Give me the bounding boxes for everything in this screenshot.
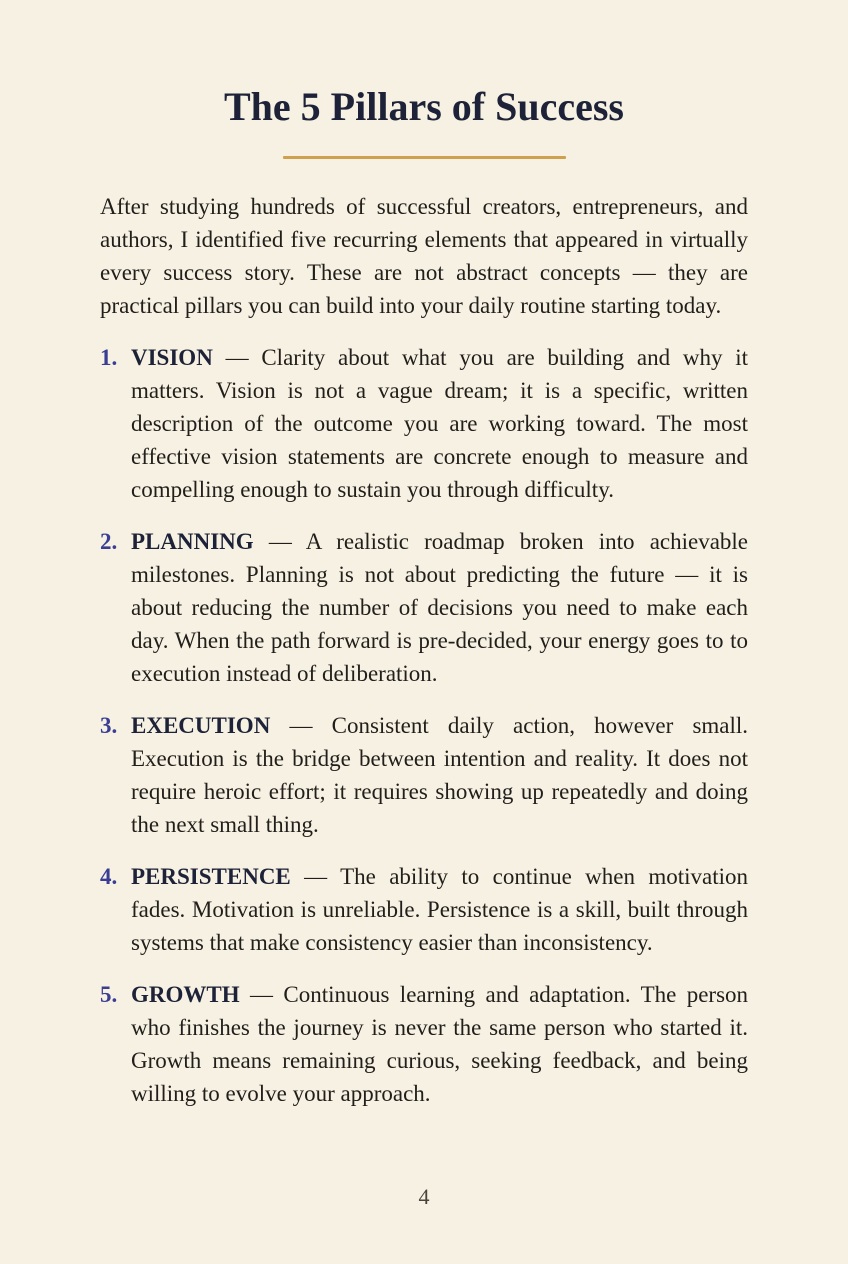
pillar-description: Consistent daily action, however small. Execution is the bridge between intention and reality. It does not require heroic effort; it requires showing up repeatedly and doing the next small thing. <box>131 713 749 837</box>
pillar-term: EXECUTION <box>131 713 271 738</box>
page-number: 4 <box>418 1184 430 1209</box>
em-dash-separator: — <box>268 529 292 554</box>
em-dash-separator: — <box>250 982 273 1007</box>
em-dash-separator: — <box>304 864 328 889</box>
pillar-term: PLANNING <box>131 529 254 554</box>
pillar-item-growth <box>100 978 748 1110</box>
pillar-item-vision <box>100 341 748 506</box>
em-dash-separator: — <box>289 713 313 738</box>
pillar-text <box>131 525 748 690</box>
pillar-text <box>131 978 748 1110</box>
pillar-term: PERSISTENCE <box>131 864 291 889</box>
pillar-text <box>131 341 748 506</box>
intro-paragraph: After studying hundreds of successful creators, entrepreneurs, and authors, I identified five recurring elements that appeared in virtually every success story. These are not abstract concepts — they are practical pillars you can build into your daily routine starting today. <box>100 194 748 318</box>
pillar-number: 2. <box>100 529 118 554</box>
pillar-number: 1. <box>100 345 118 370</box>
pillar-number: 5. <box>100 982 118 1007</box>
pillar-description: Clarity about what you are building and why it matters. Vision is not a vague dream; it is a specific, written description of the outcome you are working toward. The most effective vision statements are concrete enough to measure and compelling enough to sustain you through difficulty. <box>131 345 748 502</box>
pillar-text <box>131 709 748 841</box>
pillar-text <box>131 860 748 959</box>
pillars-list <box>100 341 748 1110</box>
pillar-item-execution <box>100 709 748 841</box>
pillar-item-planning <box>100 525 748 690</box>
pillar-number: 4. <box>100 864 118 889</box>
pillar-term: VISION <box>131 345 213 370</box>
pillar-description: A realistic roadmap broken into achievable milestones. Planning is not about predicting the future — it is about reducing the number of decisions you need to make each day. When the path forward is pre-decided, your energy goes to to execution instead of deliberation. <box>131 529 749 686</box>
title-divider <box>283 156 566 159</box>
pillar-description: The ability to continue when motivation fades. Motivation is unreliable. Persistence is a skill, built through systems that make consistency easier than inconsistency. <box>131 864 749 955</box>
page-title: The 5 Pillars of Success <box>224 84 624 129</box>
pillar-item-persistence <box>100 860 748 959</box>
pillar-number: 3. <box>100 713 118 738</box>
pillar-description: Continuous learning and adaptation. The person who finishes the journey is never the same person who started it. Growth means remaining curious, seeking feedback, and being willing to evolve your approach. <box>131 982 749 1106</box>
pillar-term: GROWTH <box>131 982 240 1007</box>
em-dash-separator: — <box>225 345 249 370</box>
